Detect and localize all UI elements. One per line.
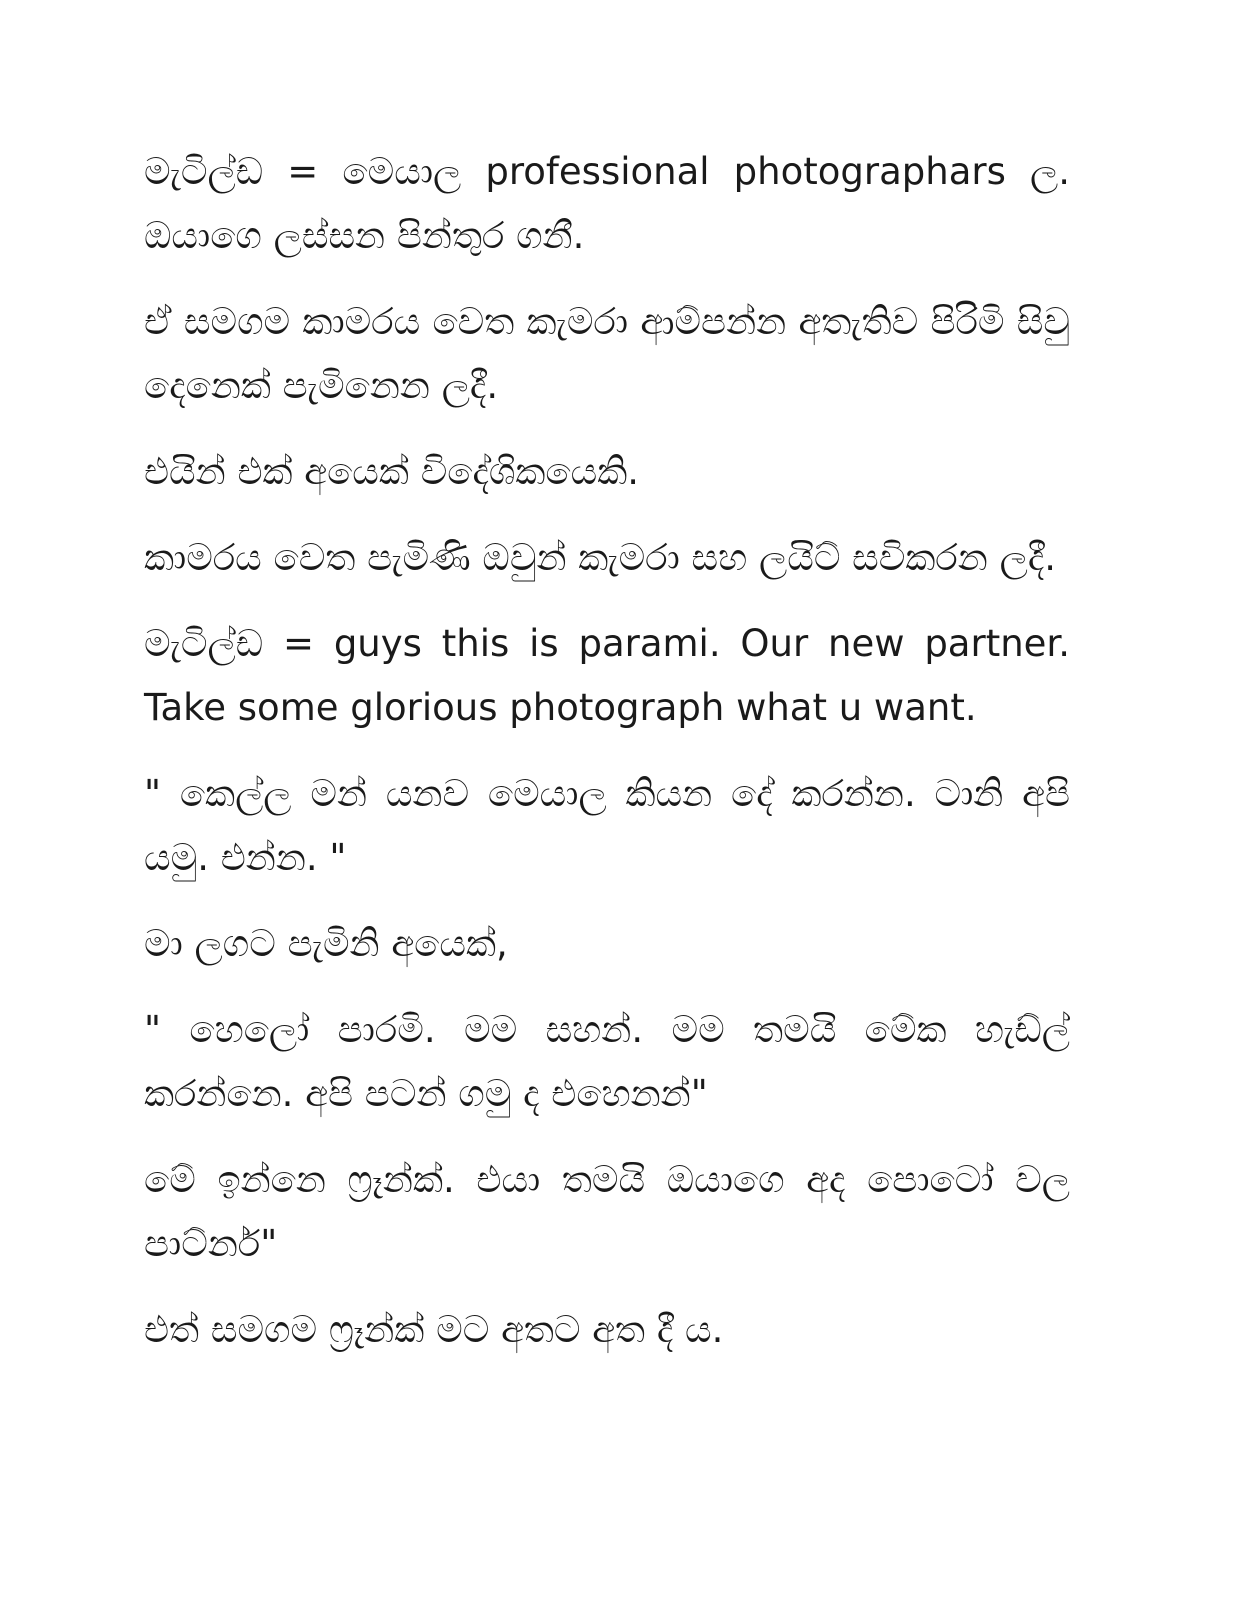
document-body <box>144 140 1070 1384</box>
paragraph: එයින් එක් අයෙක් විදේශිකයෙකි. <box>144 450 640 493</box>
paragraph: " හෙලෝ පාරමි. මම සහන්. මම තමයි මේක හැඩ්ල් කරන්නෙ. අපි පටන් ගමු ද එහෙනන්" <box>144 1008 1070 1115</box>
paragraph: එත් සමගම ෆ්‍රෑන්ක් මට අතට අත දී ය. <box>144 1308 724 1351</box>
paragraph: " කෙල්ල මන් යනව මෙයාල කියන දේ කරන්න. ටානි අපි යමු. එන්න. " <box>144 772 1070 879</box>
paragraph: මේ ඉන්නෙ ෆ්‍රෑන්ක්. එයා තමයි ඔයාගෙ අද පොටෝ වල පාට්නර්" <box>144 1158 1070 1265</box>
paragraph: ඒ සමගම කාමරය වෙත කැමරා ආම්පන්න අතැතිව පිරිමි සිවු දෙනෙක් පැමිනෙන ලදී. <box>144 300 1070 407</box>
paragraph: මැටිල්ඩ = guys this is parami. Our new partner. Take some glorious photograph what u want. <box>144 622 1070 729</box>
paragraph: කාමරය වෙත පැමිණි ඔවුන් කැමරා සහ ලයිට් සවිකරන ලදී. <box>144 536 1057 579</box>
paragraph: මැටිල්ඩ = මෙයාල professional photographars ල. ඔයාගෙ ලස්සන පින්තුර ගනී. <box>144 150 1070 257</box>
paragraph: මා ලගට පැමිනි අයෙක්, <box>144 922 508 965</box>
